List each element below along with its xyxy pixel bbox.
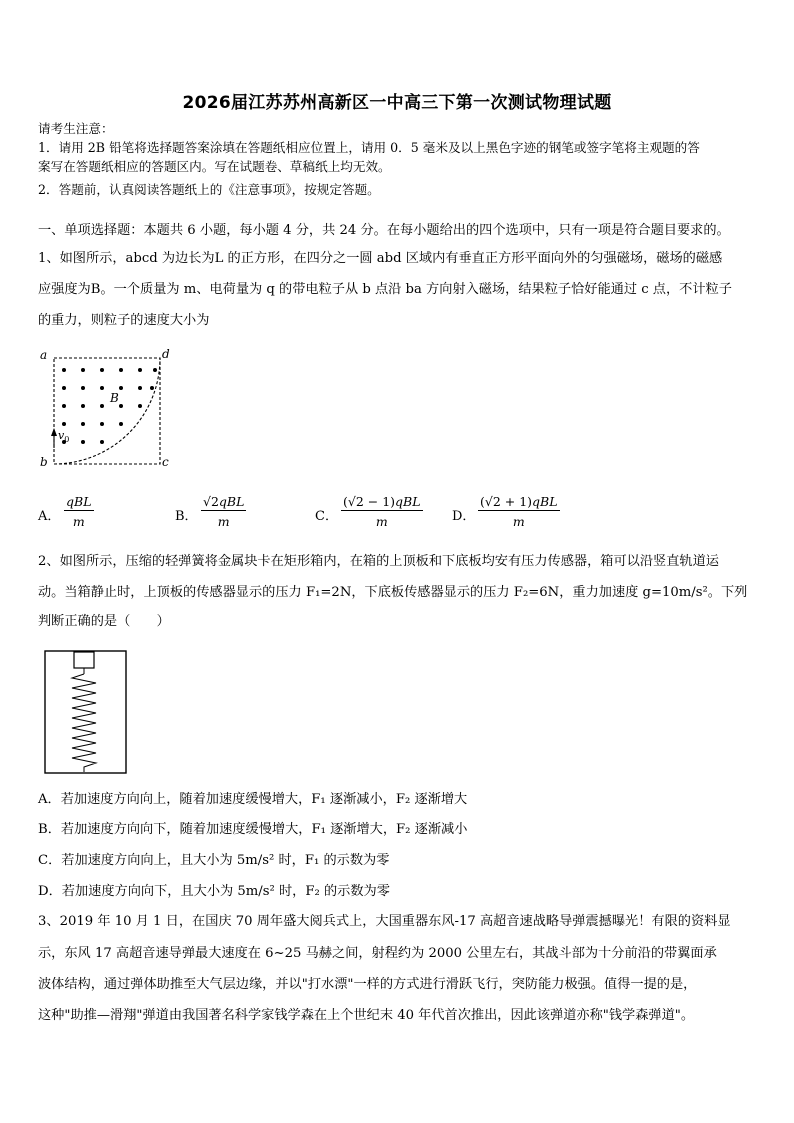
q1-line-2: 应强度为B。一个质量为 m、电荷量为 q 的带电粒子从 b 点沿 ba 方向射入磁场，结果粒子恰好能通过 c 点，不计粒子 [38,282,732,297]
q2-option-a[interactable]: A．若加速度方向向上，随着加速度缓慢增大，F₁ 逐渐减小，F₂ 逐渐增大 [38,792,468,807]
velocity-label: $v_0$ [58,429,70,444]
q2-option-b[interactable]: B．若加速度方向向下，随着加速度缓慢增大，F₁ 逐渐增大，F₂ 逐渐减小 [38,822,468,837]
field-b-label: B [110,391,119,405]
field-dots [62,368,157,444]
q3-line-4: 这种"助推—滑翔"弹道由我国著名科学家钱学森在上个世纪末 40 年代首次推出，因此该弹道亦称"钱学森弹道"。 [38,1008,695,1023]
q2-line-3: 判断正确的是（ ） [38,614,170,629]
q1-options: A． qBL m B． √2qBL m C． (√2 − 1)qBL m D． (√2 + 1)qBL m [38,494,558,529]
corner-d-label: d [162,347,170,361]
q2-spring-box-figure [44,650,128,776]
exam-title: 2026届江苏苏州高新区一中高三下第一次测试物理试题 [182,93,612,113]
spring [72,674,96,772]
q2-option-d[interactable]: D．若加速度方向向下，且大小为 5m/s² 时，F₂ 的示数为零 [38,884,390,899]
q3-line-3: 波体结构，通过弹体助推至大气层边缘，并以"打水漂"一样的方式进行滑跃飞行，突防能力极强。值得一提的是， [38,977,697,992]
q1-line-3: 的重力，则粒子的速度大小为 [38,313,210,328]
q1-line-1: 1、如图所示，abcd 为边长为L 的正方形，在四分之一圆 abd 区域内有垂直正方形平面向外的匀强磁场，磁场的磁感 [38,251,723,266]
notice-line-1: 1．请用 2B 铅笔将选择题答案涂填在答题纸相应位置上，请用 0．5 毫米及以上黑色字迹的钢笔或签字笔将主观题的答 [38,140,700,155]
q3-line-1: 3、2019 年 10 月 1 日，在国庆 70 周年盛大阅兵式上，大国重器东风-17 高超音速战略导弹震撼曝光！有限的资料显 [38,914,731,929]
q3-line-2: 示，东风 17 高超音速导弹最大速度在 6~25 马赫之间，射程约为 2000 公里左右，其战斗部为十分前沿的带翼面承 [38,946,717,961]
metal-block [74,652,94,668]
section-heading: 一、单项选择题：本题共 6 小题，每小题 4 分，共 24 分。在每小题给出的四个选项中，只有一项是符合题目要求的。 [38,223,730,238]
q2-option-c[interactable]: C．若加速度方向向上，且大小为 5m/s² 时，F₁ 的示数为零 [38,853,390,868]
q2-line-2: 动。当箱静止时，上顶板的传感器显示的压力 F₁=2N，下底板传感器显示的压力 F₂=6N，重力加速度 g=10m/s²。下列 [38,585,748,600]
q2-line-1: 2、如图所示，压缩的轻弹簧将金属块卡在矩形箱内，在箱的上顶板和下底板均安有压力传感器，箱可以沿竖直轨道运 [38,554,719,569]
corner-a-label: a [40,348,48,362]
notice-heading: 请考生注意： [38,121,114,136]
corner-b-label: b [40,455,48,469]
corner-c-label: c [162,455,169,469]
q1-magnetic-field-figure [38,344,178,472]
notice-line-3: 2．答题前，认真阅读答题纸上的《注意事项》，按规定答题。 [38,182,380,197]
notice-line-2: 案写在答题纸相应的答题区内。写在试题卷、草稿纸上均无效。 [38,159,391,174]
